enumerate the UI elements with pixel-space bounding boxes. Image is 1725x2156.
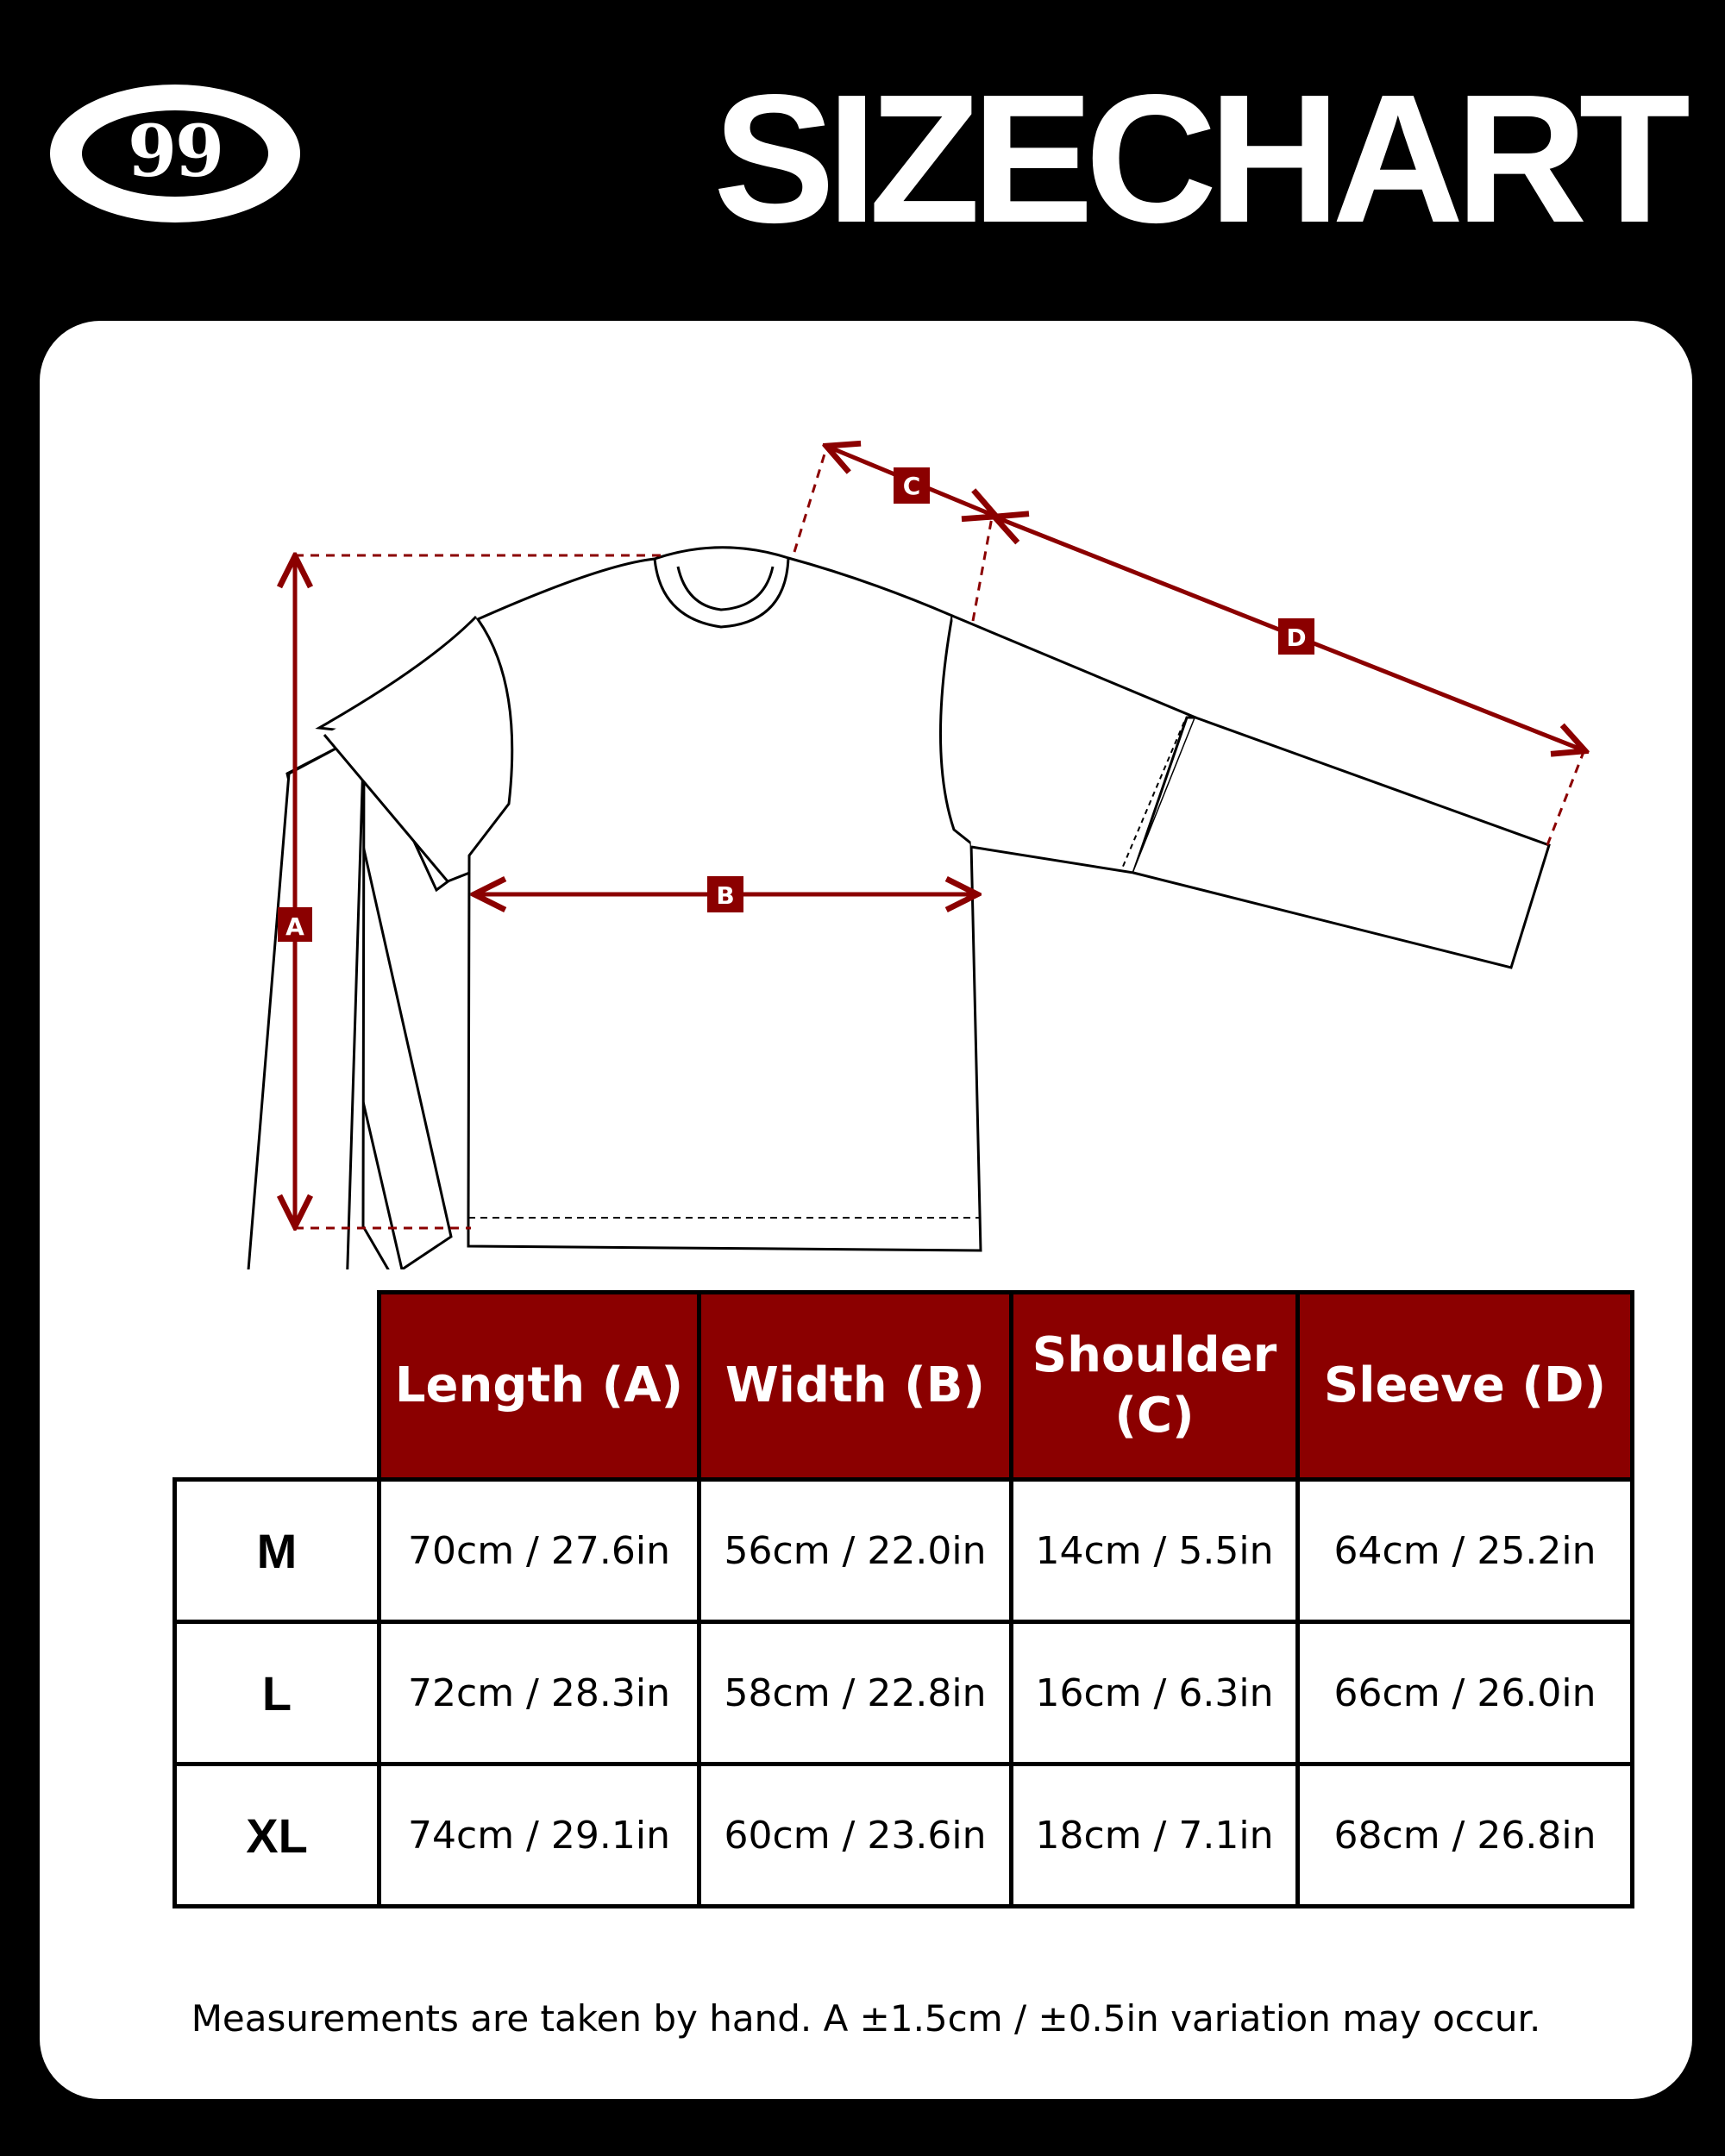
label-b: B <box>716 881 735 910</box>
table-row <box>175 1480 1633 1622</box>
garment-diagram <box>40 321 1692 1269</box>
measurement-note: Measurements are taken by hand. A ±1.5cm / ±0.5in variation may occur. <box>191 1997 1541 2040</box>
col-header-width: Width (B) <box>699 1293 1012 1480</box>
cell-sleeve: 68cm / 26.8in <box>1298 1764 1633 1907</box>
table-corner <box>175 1293 380 1480</box>
page-title: SIZECHART <box>712 56 1682 260</box>
cell-sleeve: 66cm / 26.0in <box>1298 1622 1633 1764</box>
table-row <box>175 1622 1633 1764</box>
cell-sleeve: 64cm / 25.2in <box>1298 1480 1633 1622</box>
label-d: D <box>1286 624 1307 652</box>
cell-length: 74cm / 29.1in <box>380 1764 699 1907</box>
col-header-length: Length (A) <box>380 1293 699 1480</box>
label-c: C <box>902 472 921 500</box>
cell-width: 60cm / 23.6in <box>699 1764 1012 1907</box>
cell-width: 58cm / 22.8in <box>699 1622 1012 1764</box>
brand-logo <box>45 79 305 228</box>
cell-shoulder: 18cm / 7.1in <box>1012 1764 1298 1907</box>
cell-length: 70cm / 27.6in <box>380 1480 699 1622</box>
row-size-label: XL <box>175 1764 380 1907</box>
row-size-label: M <box>175 1480 380 1622</box>
size-table <box>172 1290 1634 1908</box>
row-size-label: L <box>175 1622 380 1764</box>
label-a: A <box>285 912 304 941</box>
size-chart-card <box>40 321 1692 2099</box>
col-header-sleeve: Sleeve (D) <box>1298 1293 1633 1480</box>
cell-shoulder: 16cm / 6.3in <box>1012 1622 1298 1764</box>
cell-shoulder: 14cm / 5.5in <box>1012 1480 1298 1622</box>
logo-text: 99 <box>127 110 223 193</box>
table-row <box>175 1764 1633 1907</box>
col-header-shoulder: Shoulder (C) <box>1012 1293 1298 1480</box>
cell-width: 56cm / 22.0in <box>699 1480 1012 1622</box>
shirt-outline <box>247 548 1549 1269</box>
table-header-row <box>175 1293 1633 1480</box>
cell-length: 72cm / 28.3in <box>380 1622 699 1764</box>
